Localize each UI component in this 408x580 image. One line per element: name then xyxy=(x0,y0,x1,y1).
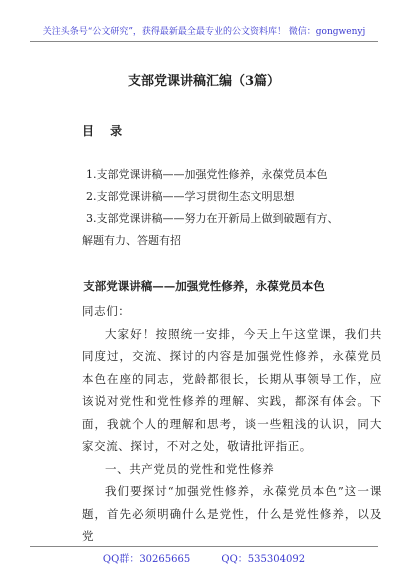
footer-qq-group: QQ群：30265665 xyxy=(102,554,191,565)
subheading-1: 一、共产党员的党性和党性修养 xyxy=(105,461,275,476)
page-footer xyxy=(0,550,408,565)
page-header-text: 关注头条号“公文研究”，获得最新最全最专业的公文资料库！ 微信：gongwenyj xyxy=(42,27,366,37)
document-body xyxy=(82,300,382,548)
greeting: 同志们： xyxy=(82,304,131,318)
toc-item-3[interactable]: 3.支部党课讲稿——努力在开新局上做到破题有方、 xyxy=(86,212,339,225)
header-divider xyxy=(30,41,378,42)
toc-item-3-continued[interactable]: 解题有力、答题有招 xyxy=(82,234,181,247)
body-paragraph-1: 大家好！按照统一安排，今天上午这堂课，我们共同度过，交流、探讨的内容是加强党性修养，永葆党员本色在座的同志，党龄都很长，长期从事领导工作，应该说对党性和党性修养的理解、实践，都深有体会。下面，我就个人的理解和思考，谈一些粗浅的认识，同大家交流、探讨，不对之处，敬请批评指正。 xyxy=(82,326,382,453)
document-title: 支部党课讲稿汇编（3篇） xyxy=(127,74,281,89)
footer-qq: QQ：535304092 xyxy=(221,554,306,565)
toc-heading: 目 录 xyxy=(82,124,129,138)
section-title: 支部党课讲稿——加强党性修养，永葆党员本色 xyxy=(83,279,325,293)
toc-item-1[interactable]: 1.支部党课讲稿——加强党性修养，永葆党员本色 xyxy=(86,168,328,181)
footer-divider xyxy=(30,546,378,547)
table-of-contents xyxy=(82,164,374,252)
toc-item-2[interactable]: 2.支部党课讲稿——学习贯彻生态文明思想 xyxy=(86,190,295,203)
body-paragraph-2: 我们要探讨“加强党性修养，永葆党员本色”这一课题，首先必须明确什么是党性，什么是党性修养，以及党 xyxy=(82,484,382,543)
